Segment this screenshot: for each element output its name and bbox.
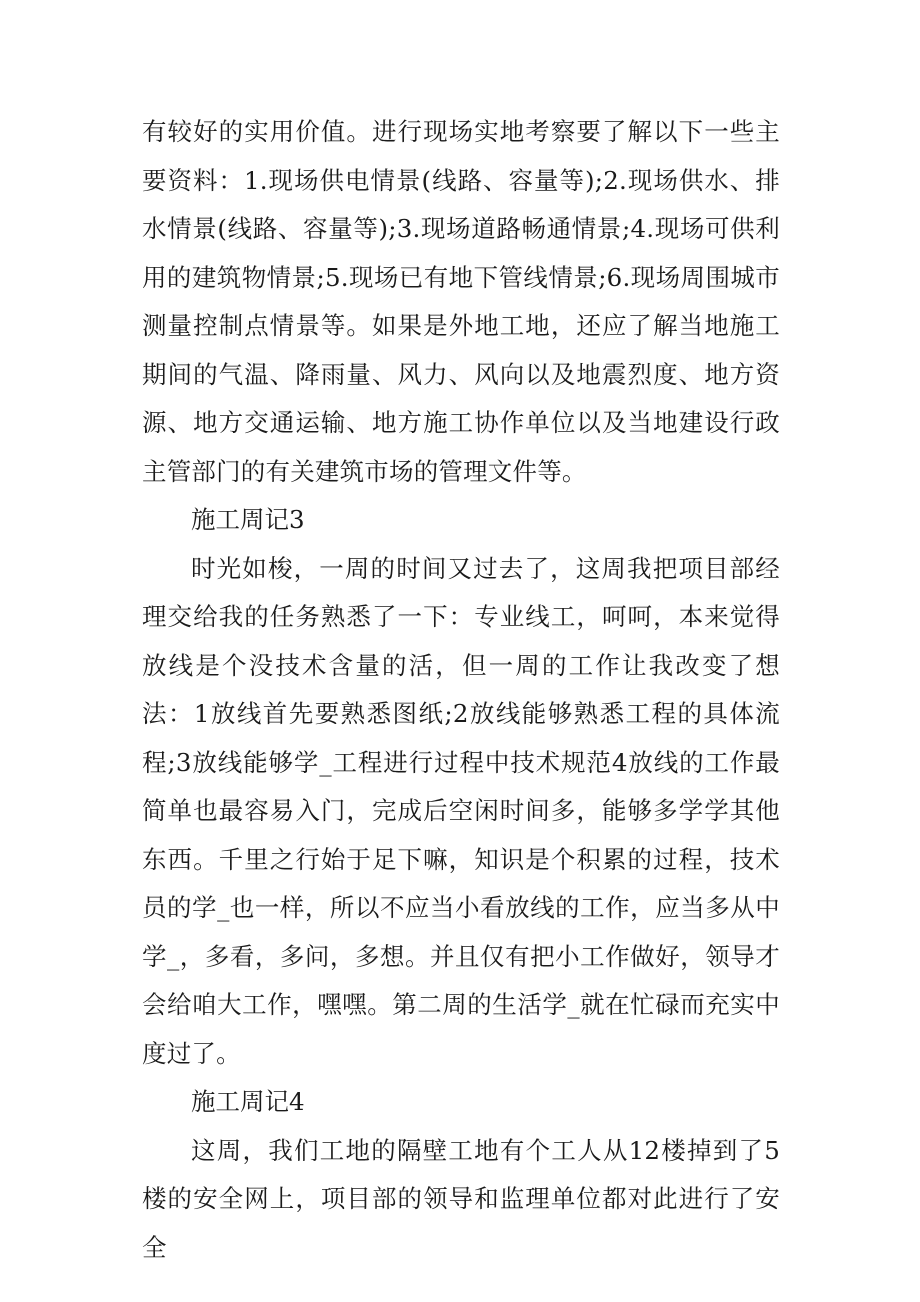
- section-heading-week-3: 施工周记3: [191, 505, 305, 534]
- paragraph-week-3: 时光如梭，一周的时间又过去了，这周我把项目部经理交给我的任务熟悉了一下：专业线工，呵呵，本来觉得放线是个没技术含量的活，但一周的工作让我改变了想法：1放线首先要熟悉图纸;2放线能够熟悉工程的具体流程;3放线能够学_工程进行过程中技术规范4放线的工作最简单也最容易入门，完成后空闲时间多，能够多学学其他东西。千里之行始于足下嘛，知识是个积累的过程，技术员的学_也一样，所以不应当小看放线的工作，应当多从中学_，多看，多问，多想。并且仅有把小工作做好，领导才会给咱大工作，嘿嘿。第二周的生活学_就在忙碌而充实中度过了。: [142, 553, 780, 1068]
- paragraph-week-4: 这周，我们工地的隔壁工地有个工人从12楼掉到了5楼的安全网上，项目部的领导和监理单位都对此进行了安全: [142, 1135, 780, 1262]
- intro-paragraph: 有较好的实用价值。进行现场实地考察要了解以下一些主要资料：1.现场供电情景(线路、容量等);2.现场供水、排水情景(线路、容量等);3.现场道路畅通情景;4.现场可供利用的建筑物情景;5.现场已有地下管线情景;6.现场周围城市测量控制点情景等。如果是外地工地，还应了解当地施工期间的气温、降雨量、风力、风向以及地震烈度、地方资源、地方交通运输、地方施工协作单位以及当地建设行政主管部门的有关建筑市场的管理文件等。: [142, 117, 780, 486]
- section-heading-week-4: 施工周记4: [191, 1087, 305, 1116]
